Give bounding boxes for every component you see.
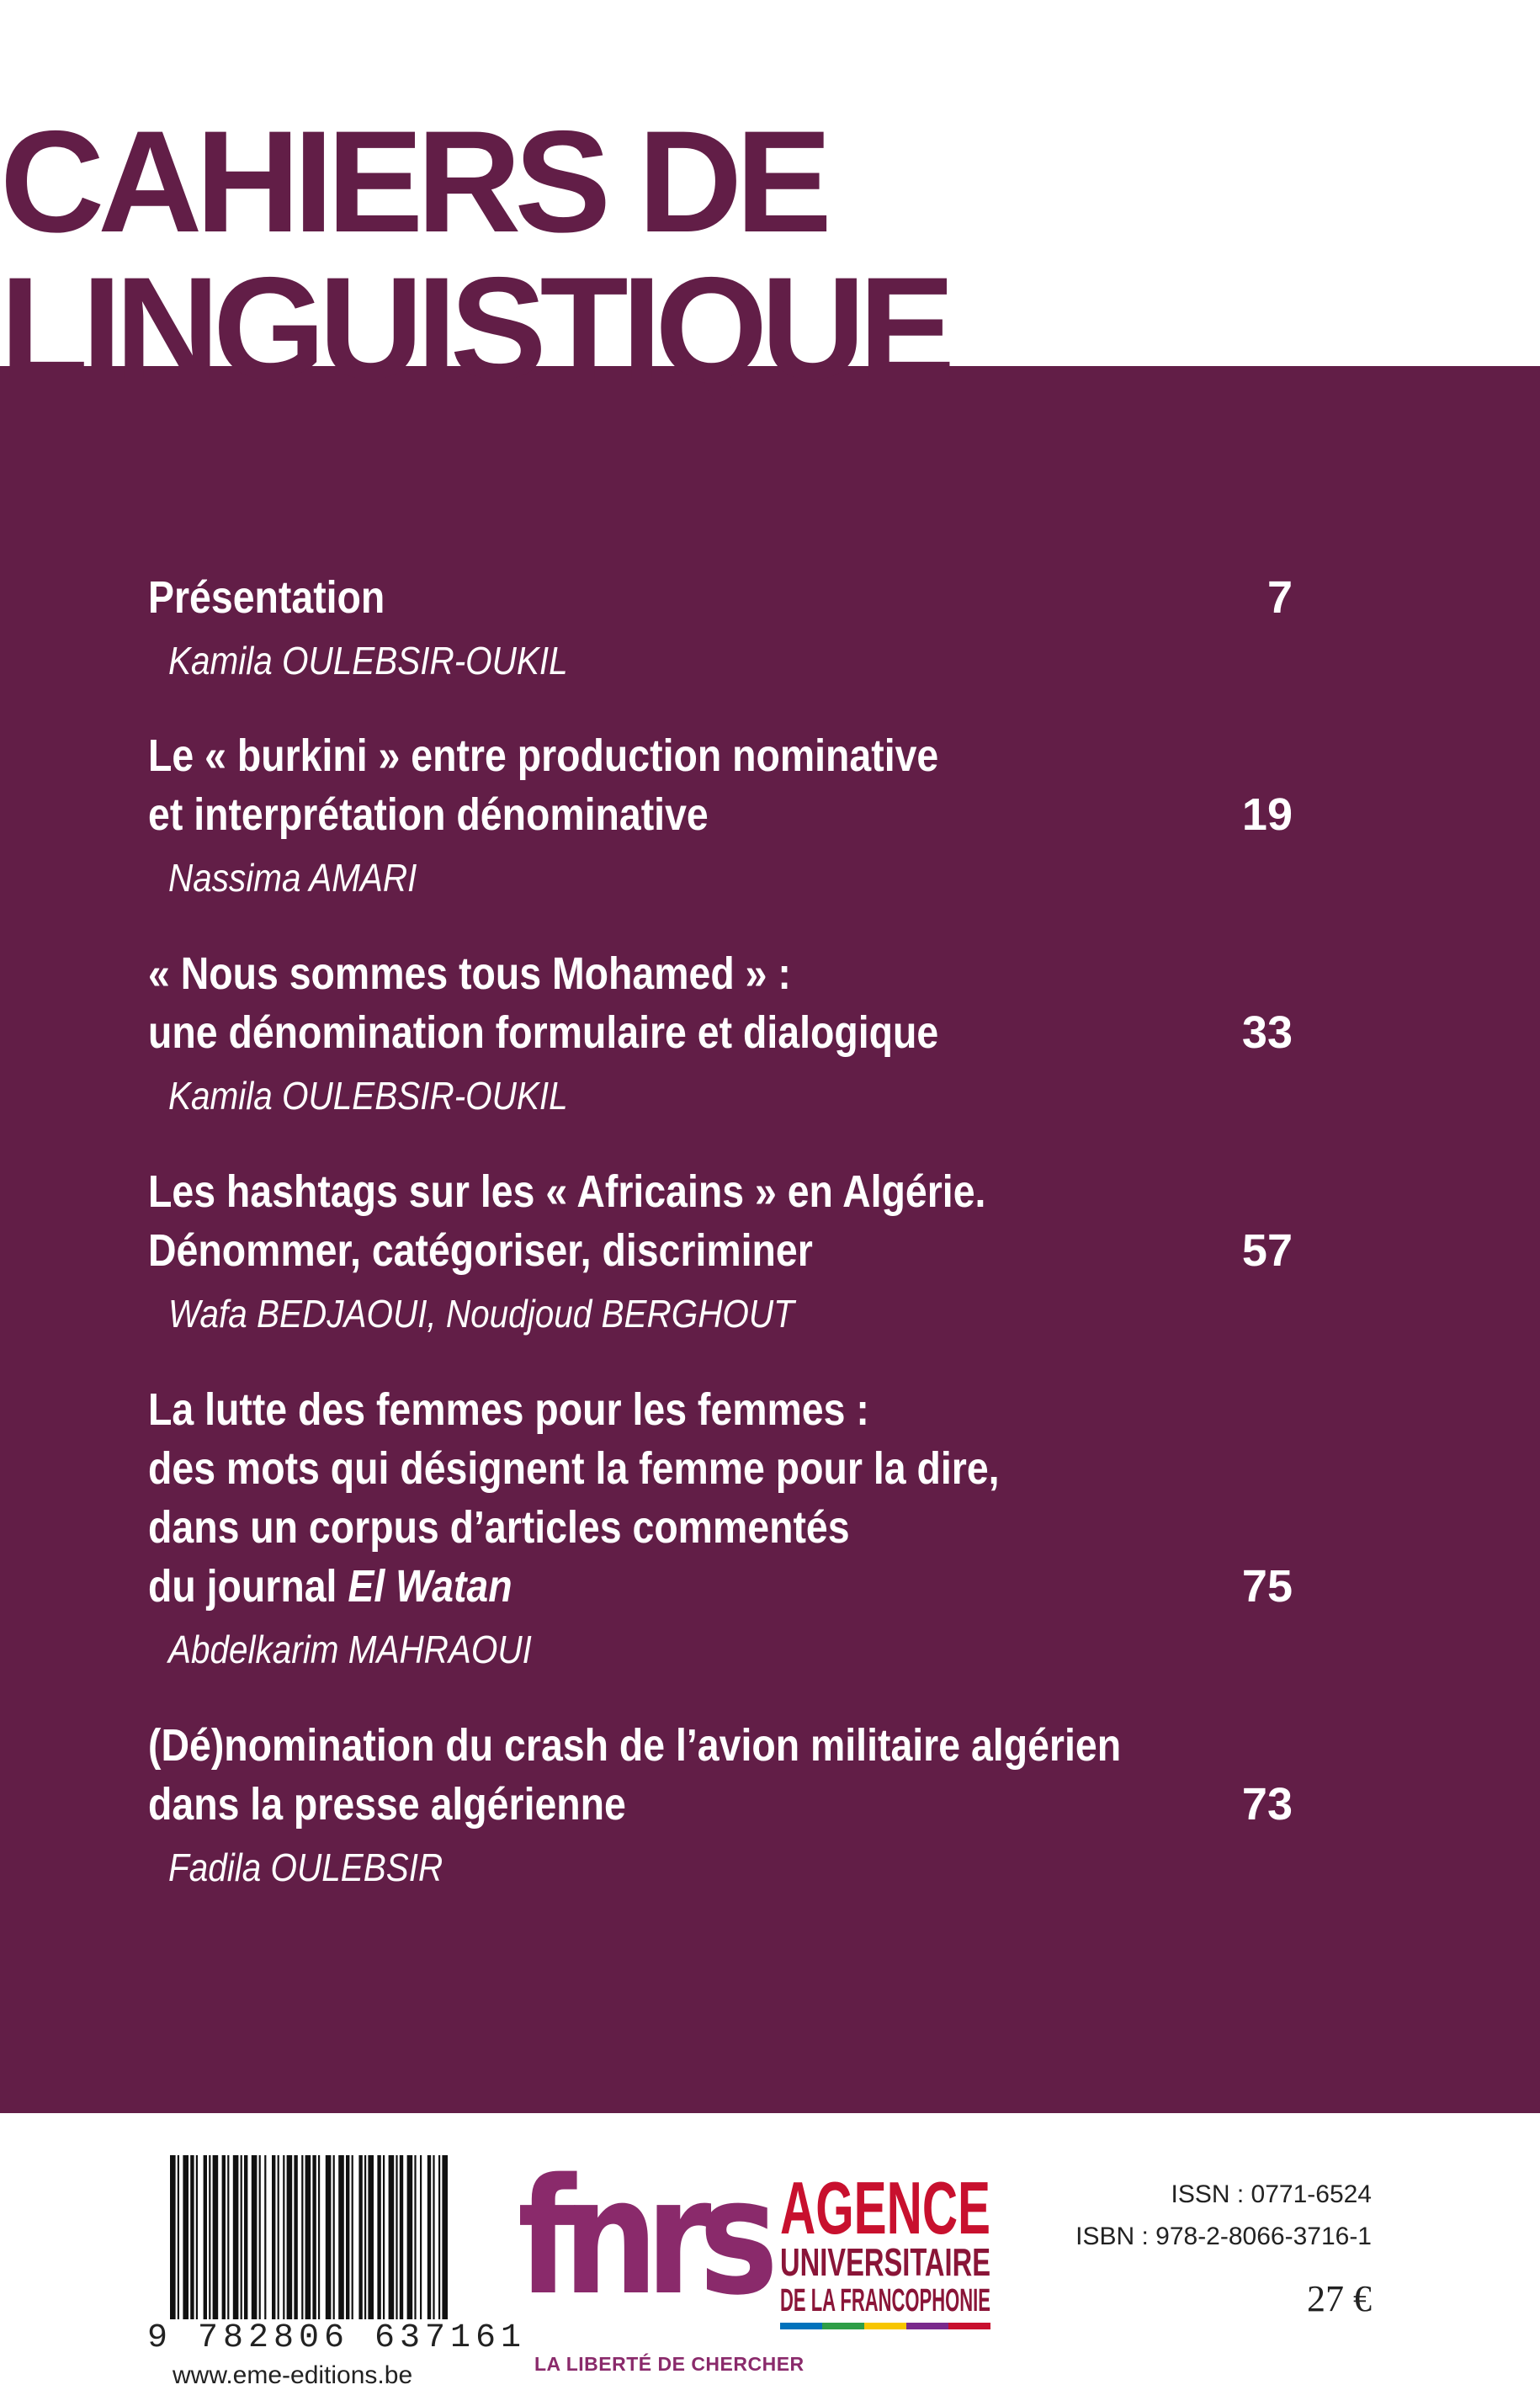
barcode-bar <box>183 2155 189 2319</box>
toc-entry-page: 57 <box>1241 1225 1293 1276</box>
barcode-bar <box>420 2155 422 2319</box>
auf-color-bar-blue <box>780 2323 822 2329</box>
barcode-bar <box>407 2155 413 2319</box>
auf-color-bar-yellow <box>864 2323 906 2329</box>
toc-entry-author: Kamila OULEBSIR-OUKIL <box>168 1074 568 1118</box>
price: 27 € <box>1307 2278 1372 2319</box>
barcode-bar <box>178 2155 179 2319</box>
toc-entry-page: 73 <box>1241 1779 1293 1830</box>
toc-entry-title-line: des mots qui désignent la femme pour la dire, <box>148 1443 1000 1494</box>
barcode-bar <box>196 2155 198 2319</box>
toc-entry <box>148 1380 1293 1673</box>
auf-logo-line-2: UNIVERSITAIRE <box>780 2240 990 2284</box>
barcode-bar <box>364 2155 366 2319</box>
toc-entry-title-line <box>148 1557 1133 1616</box>
barcode-bar <box>272 2155 275 2319</box>
barcode-bar <box>358 2155 362 2319</box>
barcode-bar <box>241 2155 242 2319</box>
barcode-bar <box>333 2155 335 2319</box>
barcode-bar <box>346 2155 349 2319</box>
barcode-bar <box>318 2155 320 2319</box>
barcode-bar <box>264 2155 266 2319</box>
barcode-bar <box>352 2155 353 2319</box>
toc-entry <box>148 1162 1293 1337</box>
toc-entry-title-line: et interprétation dénominative <box>148 789 709 840</box>
toc-entry-title <box>148 726 1133 844</box>
toc-entry-title-line: « Nous sommes tous Mohamed » : <box>148 948 791 999</box>
barcode-bar <box>433 2155 434 2319</box>
barcode-icon <box>168 2155 446 2319</box>
toc-entry-title-line: (Dé)nomination du crash de l’avion militaire algérien <box>148 1720 1122 1771</box>
barcode-bar <box>414 2155 416 2319</box>
barcode-bar <box>338 2155 344 2319</box>
toc-entry-title <box>148 944 1133 1062</box>
barcode-bar <box>170 2155 176 2319</box>
toc-entry-title-line: dans la presse algérienne <box>148 1779 626 1830</box>
barcode-bar <box>244 2155 247 2319</box>
auf-logo-line-1: AGENCE <box>780 2166 990 2249</box>
toc-entry-title-text: du journal <box>148 1561 348 1612</box>
toc-entry-title-line: Le « burkini » entre production nominative <box>148 730 939 781</box>
auf-logo-line-3: DE LA FRANCOPHONIE <box>780 2283 990 2318</box>
barcode-bar <box>312 2155 316 2319</box>
toc-entry-author: Abdelkarim MAHRAOUI <box>168 1628 532 1671</box>
toc-entry-title <box>148 1380 1133 1616</box>
fnrs-tagline: LA LIBERTÉ DE CHERCHER <box>534 2353 805 2375</box>
barcode-bar <box>259 2155 261 2319</box>
toc-entry-title <box>148 568 1133 627</box>
fnrs-logo-icon <box>518 2144 773 2330</box>
barcode-bar <box>442 2155 448 2319</box>
barcode-bar <box>252 2155 258 2319</box>
toc-entry <box>148 568 1293 684</box>
toc-entry <box>148 944 1293 1119</box>
toc-entry-title <box>148 1162 1133 1280</box>
toc-entry-author: Fadila OULEBSIR <box>168 1846 443 1889</box>
toc-entry-title-italic: El Watan <box>348 1561 512 1612</box>
toc-entry-title-line: Présentation <box>148 572 385 623</box>
auf-color-bar-green <box>822 2323 864 2329</box>
barcode-bar <box>301 2155 303 2319</box>
toc-entry-title-line: Dénommer, catégoriser, discriminer <box>148 1225 813 1276</box>
barcode-bar <box>368 2155 374 2319</box>
toc-entry-page: 7 <box>1267 572 1293 623</box>
barcode-bar <box>283 2155 284 2319</box>
barcode-bar <box>377 2155 380 2319</box>
isbn: ISBN : 978-2-8066-3716-1 <box>1075 2223 1372 2250</box>
barcode-bar <box>213 2155 219 2319</box>
toc-entry-title-line: dans un corpus d’articles commentés <box>148 1502 850 1553</box>
toc-entry <box>148 1716 1293 1891</box>
publisher-website: www.eme-editions.be <box>173 2361 413 2389</box>
barcode-bar <box>326 2155 332 2319</box>
barcode-bar <box>389 2155 395 2319</box>
cover-title-line-2: LINGUISTIQUE <box>0 247 949 409</box>
barcode-bar <box>278 2155 279 2319</box>
toc-entry-title <box>148 1716 1133 1834</box>
toc-entry <box>148 726 1293 901</box>
contents-panel <box>0 366 1540 2113</box>
barcode-bar <box>227 2155 229 2319</box>
toc-entry-author: Wafa BEDJAOUI, Noudjoud BERGHOUT <box>168 1292 794 1336</box>
issn: ISSN : 0771-6524 <box>1171 2180 1372 2208</box>
back-cover-footer <box>0 2113 1540 2389</box>
toc-entry-title-line: une dénomination formulaire et dialogique <box>148 1007 939 1058</box>
barcode-bar <box>287 2155 293 2319</box>
barcode-bar <box>438 2155 440 2319</box>
barcode-bar <box>209 2155 210 2319</box>
barcode-bar <box>190 2155 194 2319</box>
barcode-bar <box>400 2155 403 2319</box>
barcode-bar <box>204 2155 207 2319</box>
fnrs-logo-text: fnrs <box>518 2144 773 2330</box>
toc-entry-page: 75 <box>1241 1561 1293 1612</box>
barcode-bar <box>396 2155 397 2319</box>
barcode-bar <box>222 2155 226 2319</box>
toc-entry-author: Kamila OULEBSIR-OUKIL <box>168 639 568 682</box>
barcode-bar <box>383 2155 385 2319</box>
auf-color-bar-purple <box>906 2323 948 2329</box>
barcode-bar <box>305 2155 311 2319</box>
toc-entry-author: Nassima AMARI <box>168 856 417 900</box>
barcode-bar <box>427 2155 431 2319</box>
barcode-bar <box>233 2155 239 2319</box>
auf-logo-icon <box>778 2168 997 2345</box>
cover-title-line-1: CAHIERS DE <box>0 101 826 263</box>
toc-entry-page: 19 <box>1241 789 1293 840</box>
barcode-bar <box>294 2155 297 2319</box>
barcode-digits: 9 782806 637161 <box>147 2319 527 2357</box>
auf-color-bar-red <box>948 2323 990 2329</box>
toc-entry-title-line: Les hashtags sur les « Africains » en Algérie. <box>148 1166 986 1217</box>
toc-entry-page: 33 <box>1241 1007 1293 1058</box>
toc-entry-title-line: La lutte des femmes pour les femmes : <box>148 1384 869 1435</box>
